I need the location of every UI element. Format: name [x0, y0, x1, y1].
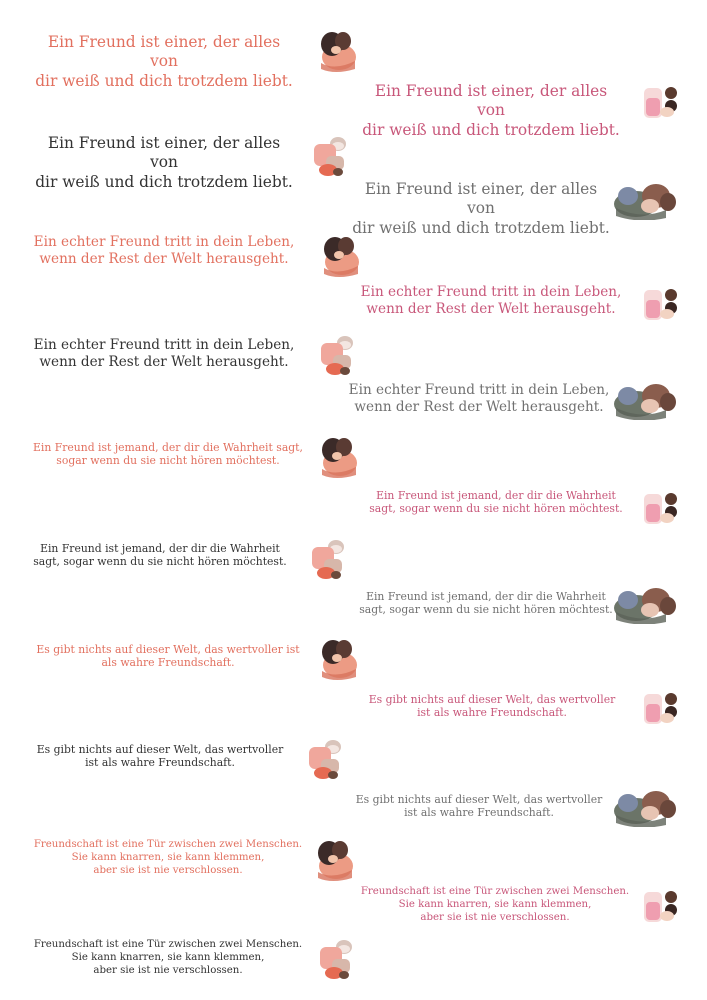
quote-text: Ein echter Freund tritt in dein Leben, wenn der Rest der Welt herausgeht. [33, 337, 295, 370]
quote-text: Freundschaft ist eine Tür zwischen zwei Menschen. Sie kann knarren, sie kann klemmen, aber sie ist nie verschlossen. [360, 886, 630, 923]
girls-pink-jacket-illustration [306, 537, 350, 581]
quote-text: Ein Freund ist einer, der alles von dir weiß und dich trotzdem liebt. [35, 134, 293, 191]
girls-hugging-brunette-illustration [316, 635, 360, 681]
quote-text: Freundschaft ist eine Tür zwischen zwei Menschen. Sie kann knarren, sie kann klemmen, aber sie ist nie verschlossen. [33, 939, 303, 976]
quote-text: Ein echter Freund tritt in dein Leben, wenn der Rest der Welt herausgeht. [33, 234, 295, 267]
quote-text: Ein Freund ist einer, der alles von dir weiß und dich trotzdem liebt. [362, 82, 620, 139]
quote-text: Es gibt nichts auf dieser Welt, das wertvoller ist als wahre Freundschaft. [36, 643, 300, 670]
quote-text: Ein Freund ist jemand, der dir die Wahrheit sagt, sogar wenn du sie nicht hören möchtest. [33, 441, 303, 468]
girls-pink-jacket-illustration [314, 937, 358, 981]
girls-hugging-brunette-illustration [315, 27, 359, 73]
quote-text: Freundschaft ist eine Tür zwischen zwei Menschen. Sie kann knarren, sie kann klemmen, aber sie ist nie verschlossen. [33, 839, 303, 876]
quote-text: Ein echter Freund tritt in dein Leben, wenn der Rest der Welt herausgeht. [348, 382, 610, 415]
girls-pink-jacket-illustration [308, 134, 352, 178]
quote-text: Ein Freund ist jemand, der dir die Wahrheit sagt, sogar wenn du sie nicht hören möchtest. [369, 489, 623, 516]
friends-pink-sweater-illustration [640, 488, 680, 528]
quote-text: Ein Freund ist einer, der alles von dir weiß und dich trotzdem liebt. [35, 33, 293, 90]
quote-text: Ein Freund ist jemand, der dir die Wahrheit sagt, sogar wenn du sie nicht hören möchtest. [359, 590, 613, 617]
quote-text: Es gibt nichts auf dieser Welt, das wertvoller ist als wahre Freundschaft. [355, 793, 603, 820]
friends-hug-grey-jacket-illustration [612, 582, 678, 624]
quote-text: Ein Freund ist jemand, der dir die Wahrheit sagt, sogar wenn du sie nicht hören möchtest. [33, 542, 287, 569]
friends-pink-sweater-illustration [640, 82, 680, 122]
girls-hugging-brunette-illustration [316, 433, 360, 479]
friends-pink-sweater-illustration [640, 886, 680, 926]
quote-text: Es gibt nichts auf dieser Welt, das wertvoller ist als wahre Freundschaft. [368, 693, 616, 720]
friends-hug-grey-jacket-illustration [612, 785, 678, 827]
girls-hugging-brunette-illustration [312, 836, 356, 882]
friends-pink-sweater-illustration [640, 284, 680, 324]
friends-hug-grey-jacket-illustration [612, 178, 678, 220]
girls-pink-jacket-illustration [315, 333, 359, 377]
quote-text: Ein echter Freund tritt in dein Leben, wenn der Rest der Welt herausgeht. [360, 284, 622, 317]
quote-text: Ein Freund ist einer, der alles von dir weiß und dich trotzdem liebt. [352, 180, 610, 237]
girls-hugging-brunette-illustration [318, 232, 362, 278]
friends-hug-grey-jacket-illustration [612, 378, 678, 420]
friends-pink-sweater-illustration [640, 688, 680, 728]
quote-text: Es gibt nichts auf dieser Welt, das wertvoller ist als wahre Freundschaft. [36, 743, 284, 770]
girls-pink-jacket-illustration [303, 737, 347, 781]
